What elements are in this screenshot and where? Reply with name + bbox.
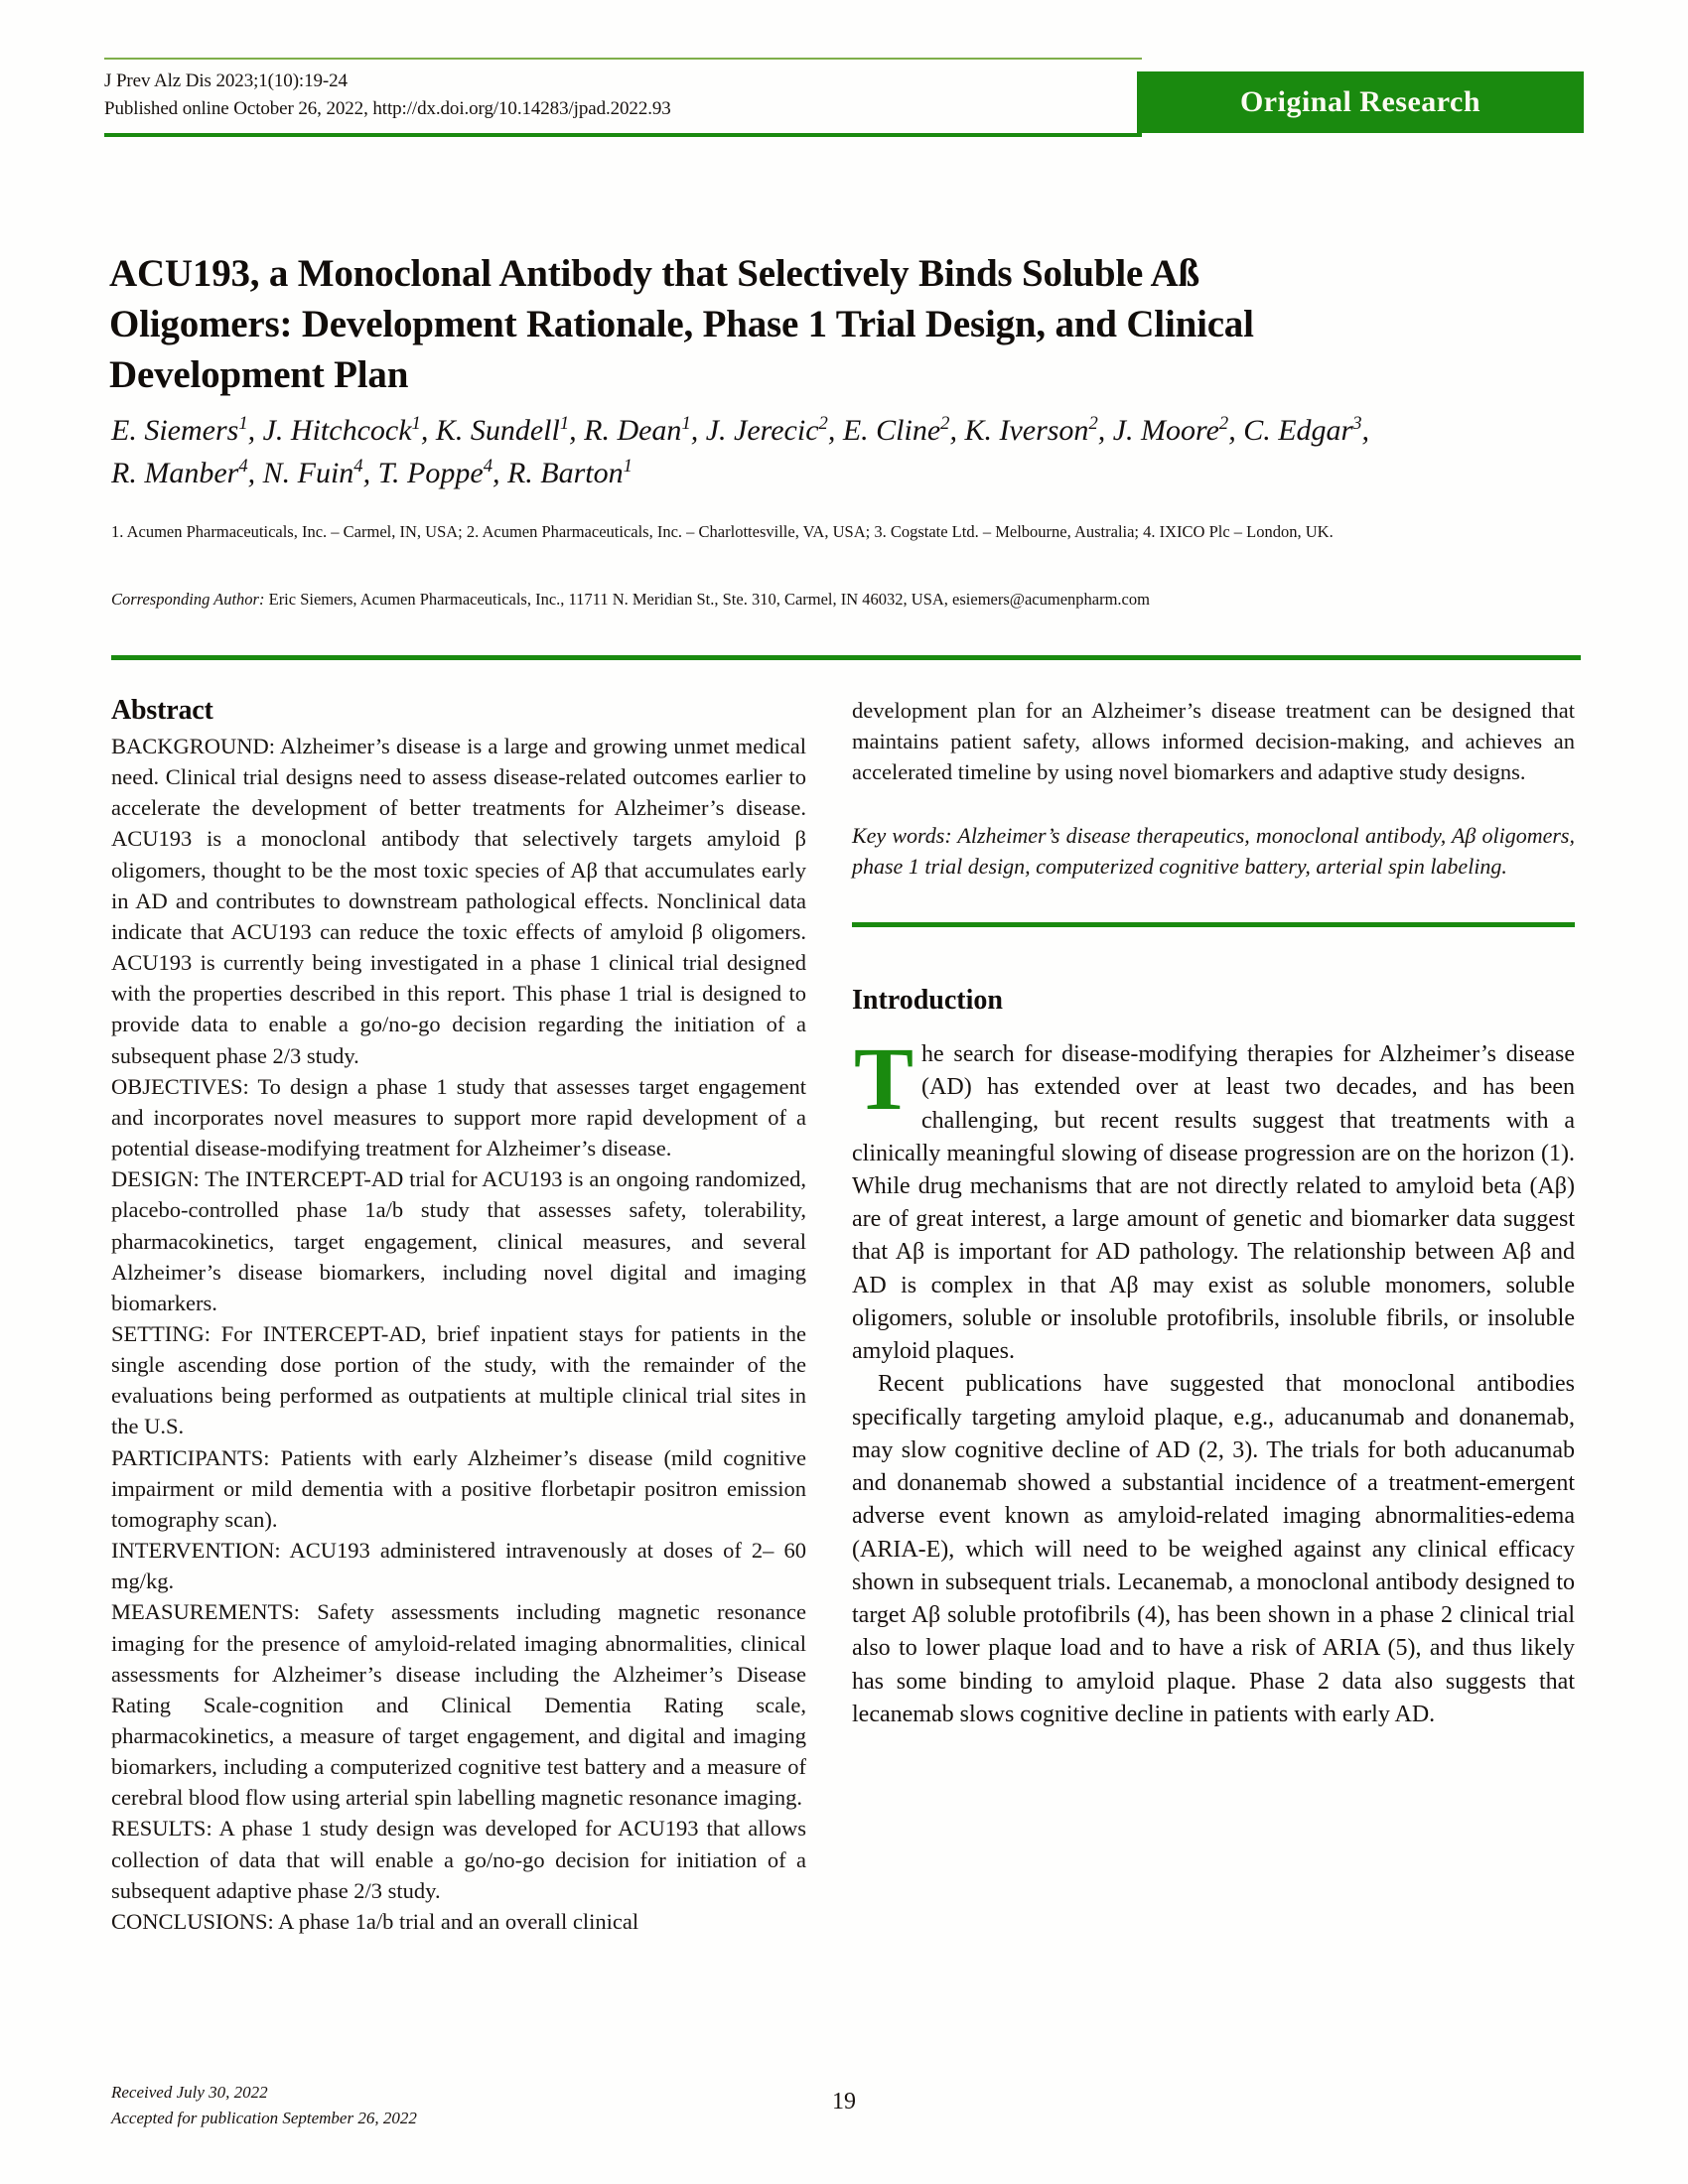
masthead-bottom-rule (104, 133, 1142, 137)
title-line-2: Oligomers: Development Rationale, Phase 1 Trial Design, and Clinical (109, 302, 1254, 345)
introduction-paragraph-1 (852, 1030, 1575, 1368)
author-line-2: R. Manber$^4$, N. Fuin$^4$, T. Poppe$^4$, R. Barton$^1$ (111, 455, 633, 489)
abstract-body (111, 731, 806, 1937)
drop-cap-letter: T (854, 1030, 914, 1130)
title-line-1: ACU193, a Monoclonal Antibody that Selectively Binds Soluble Aß (109, 252, 1199, 296)
author-line-1: E. Siemers$^1$, J. Hitchcock$^1$, K. Sundell$^1$, R. Dean$^1$, J. Jerecic$^2$, E. Cline$^2$, K. Iverson$^2$, J. Moore$^2$, C. Edgar$^3$, (111, 413, 1370, 447)
keywords-divider-rule (852, 922, 1575, 927)
abstract-design: DESIGN: The INTERCEPT-AD trial for ACU193 is an ongoing randomized, placebo-controlled phase 1a/b study that assesses safety, tolerability, pharmacokinetics, target engagement, clinical measures, and several Alzheimer’s disease biomarkers, including novel digital and imaging biomarkers. (111, 1166, 806, 1315)
keywords-terms: Alzheimer’s disease therapeutics, monoclonal antibody, Aβ oligomers, phase 1 trial design, computerized cognitive battery, arterial spin labeling. (852, 823, 1575, 880)
introduction-column (852, 695, 1575, 1731)
page-title (109, 249, 1579, 400)
abstract-background: BACKGROUND: Alzheimer’s disease is a large and growing unmet medical need. Clinical trial designs need to assess disease-related outcomes earlier to accelerate the development of better treatments for Alzheimer’s disease. ACU193 is a monoclonal antibody that selectively targets amyloid β oligomers, thought to be the most toxic species of Aβ that accumulates early in AD and contributes to downstream pathological effects. Nonclinical data indicate that ACU193 can reduce the toxic effects of amyloid β oligomers. ACU193 is currently being investigated in a phase 1 clinical trial designed with the properties described in this report. This phase 1 trial is designed to provide data to enable a go/no-go decision regarding the initiation of a subsequent phase 2/3 study. (111, 734, 806, 1068)
accepted-date: Accepted for publication September 26, 2022 (111, 2109, 417, 2128)
abstract-participants: PARTICIPANTS: Patients with early Alzheimer’s disease (mild cognitive impairment or mild dementia with a positive florbetapir positron emission tomography scan). (111, 1444, 806, 1532)
author-list (111, 410, 1581, 494)
title-line-3: Development Plan (109, 352, 409, 396)
abstract-results: RESULTS: A phase 1 study design was developed for ACU193 that allows collection of data that will enable a go/no-go decision for initiation of a subsequent adaptive phase 2/3 study. (111, 1816, 806, 1903)
abstract-setting: SETTING: For INTERCEPT-AD, brief inpatient stays for patients in the single ascending dose portion of the study, with the remainder of the evaluations being performed as outpatients at multiple clinical trial sites in the U.S. (111, 1320, 806, 1439)
journal-citation: J Prev Alz Dis 2023;1(10):19-24 (104, 70, 348, 91)
abstract-heading: Abstract (111, 695, 213, 726)
article-type-banner: Original Research (1137, 71, 1584, 133)
corresponding-author-details: Eric Siemers, Acumen Pharmaceuticals, Inc., 11711 N. Meridian St., Ste. 310, Carmel, IN 46032, USA, esiemers@acumenpharm.com (264, 590, 1150, 609)
introduction-body (852, 1030, 1575, 1731)
masthead (104, 58, 1584, 135)
affiliations: 1. Acumen Pharmaceuticals, Inc. – Carmel, IN, USA; 2. Acumen Pharmaceuticals, Inc. – Charlottesville, VA, USA; 3. Cogstate Ltd. – Melbourne, Australia; 4. IXICO Plc – London, UK. (111, 522, 1334, 541)
abstract-column (111, 695, 806, 1937)
abstract-conclusions: CONCLUSIONS: A phase 1a/b trial and an overall clinical (111, 1908, 639, 1934)
abstract-intervention: INTERVENTION: ACU193 administered intravenously at doses of 2– 60 mg/kg. (111, 1538, 806, 1594)
introduction-paragraph-1-text: he search for disease-modifying therapies for Alzheimer’s disease (AD) has extended over at least two decades, and has been challenging, but recent results suggest that treatments with a clinically meaningful slowing of disease progression are on the horizon (1). While drug mechanisms that are not directly related to amyloid beta (Aβ) are of great interest, a large amount of genetic and biomarker data suggest that Aβ is important for AD pathology. The relationship between Aβ and AD is complex in that Aβ may exist as soluble monomers, soluble oligomers, soluble or insoluble protofibrils, insoluble fibrils, or insoluble amyloid plaques. (852, 1041, 1575, 1365)
abstract-objectives: OBJECTIVES: To design a phase 1 study that assesses target engagement and incorporates novel measures to support more rapid development of a potential disease-modifying treatment for Alzheimer’s disease. (111, 1073, 806, 1161)
introduction-heading: Introduction (852, 985, 1003, 1017)
received-date: Received July 30, 2022 (111, 2083, 268, 2102)
abstract-conclusions-continued: development plan for an Alzheimer’s disease treatment can be designed that maintains patient safety, allows informed decision-making, and achieves an accelerated timeline by using novel biomarkers and adaptive study designs. (852, 698, 1575, 785)
corresponding-author-label: Corresponding Author: (111, 590, 265, 609)
journal-doi-line: Published online October 26, 2022, http://dx.doi.org/10.14283/jpad.2022.93 (104, 97, 671, 119)
masthead-top-rule (104, 58, 1142, 60)
corresponding-author (111, 588, 1531, 613)
page-number: 19 (832, 2089, 856, 2115)
keywords-label: Key words: (852, 823, 952, 849)
header-divider-rule (111, 655, 1581, 660)
journal-reference (104, 68, 671, 122)
abstract-measurements: MEASUREMENTS: Safety assessments including magnetic resonance imaging for the presence of amyloid-related imaging abnormalities, clinical assessments for Alzheimer’s disease including the Alzheimer’s Disease Rating Scale-cognition and Clinical Dementia Rating scale, pharmacokinetics, a measure of target engagement, and digital and imaging biomarkers, including a computerized cognitive test battery and a measure of cerebral blood flow using arterial spin labelling magnetic resonance imaging. (111, 1599, 806, 1811)
keywords (852, 821, 1575, 883)
introduction-paragraph-2: Recent publications have suggested that monoclonal antibodies specifically targeting amyloid plaque, e.g., aducanumab and donanemab, may slow cognitive decline of AD (2, 3). The trials for both aducanumab and donanemab showed a substantial incidence of a treatment-emergent adverse event known as amyloid-related imaging abnormalities-edema (ARIA-E), which will need to be weighed against any clinical efficacy shown in subsequent trials. Lecanemab, a monoclonal antibody designed to target Aβ soluble protofibrils (4), has been shown in a phase 2 clinical trial also to lower plaque load and to have a risk of ARIA (5), and thus likely has some binding to amyloid plaque. Phase 2 data also suggests that lecanemab slows cognitive decline in patients with early AD. (852, 1371, 1575, 1727)
